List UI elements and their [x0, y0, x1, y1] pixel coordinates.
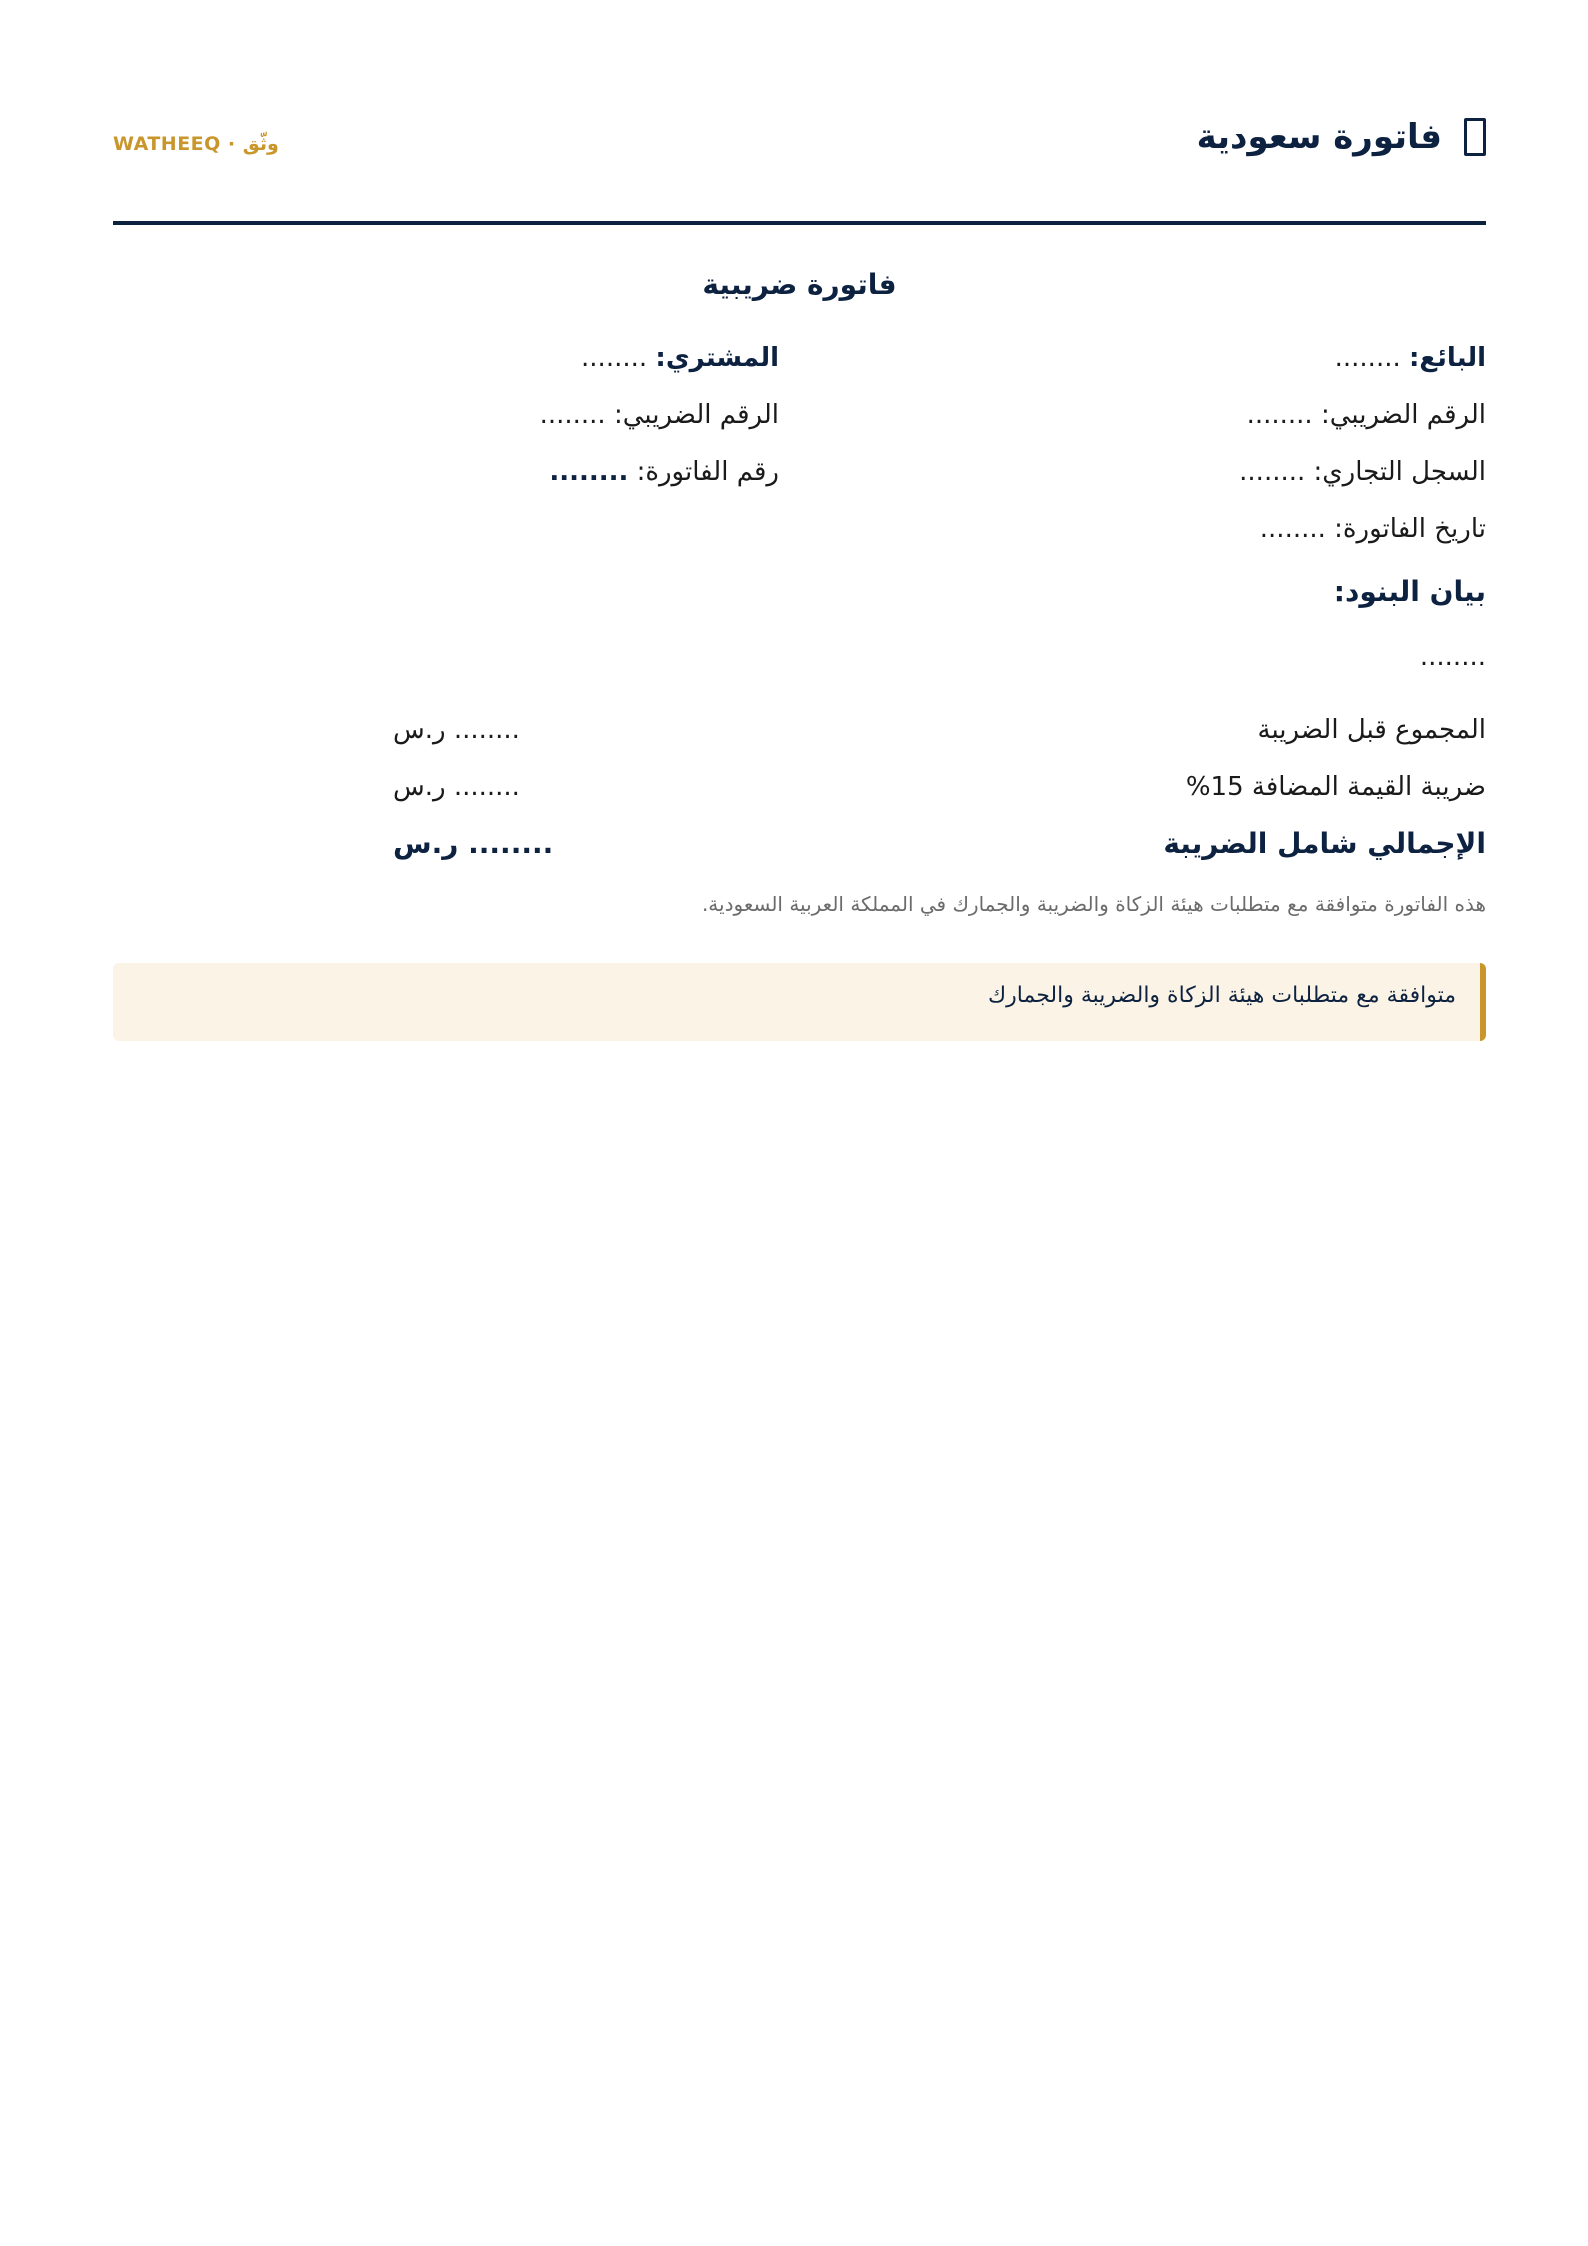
document-icon — [1464, 118, 1486, 156]
totals-block — [113, 708, 1486, 879]
invoice-page — [113, 0, 1486, 2246]
vat-value: ........ ر.س — [393, 772, 520, 802]
grand-total-row — [113, 822, 1486, 879]
compliance-note: هذه الفاتورة متوافقة مع متطلبات هيئة الزكاة والضريبة والجمارك في المملكة العربية السعودية. — [701, 892, 1486, 916]
seller-cr-line — [886, 450, 1486, 507]
seller-cr-label: السجل التجاري: — [1313, 457, 1486, 487]
vat-label: ضريبة القيمة المضافة 15% — [1185, 772, 1486, 802]
vat-row — [113, 765, 1486, 822]
items-body: ........ — [1419, 642, 1486, 672]
items-heading: بيان البنود: — [1333, 575, 1486, 608]
header-divider — [113, 221, 1486, 225]
seller-block — [886, 336, 1486, 564]
seller-name-line — [886, 336, 1486, 393]
document-title: فاتورة ضريبية — [702, 268, 897, 301]
buyer-block — [279, 336, 779, 507]
subtotal-value: ........ ر.س — [393, 715, 520, 745]
invoice-date-value: ........ — [1259, 514, 1326, 544]
compliance-banner — [113, 963, 1486, 1041]
header-title-group — [1197, 117, 1486, 157]
seller-cr-value: ........ — [1239, 457, 1306, 487]
subtotal-label: المجموع قبل الضريبة — [1257, 715, 1486, 745]
header-title: فاتورة سعودية — [1196, 117, 1442, 157]
buyer-name-label: المشتري: — [655, 343, 779, 373]
seller-tax-label: الرقم الضريبي: — [1320, 400, 1486, 430]
seller-name-label: البائع: — [1409, 343, 1486, 373]
invoice-number-value: ........ — [549, 457, 629, 487]
invoice-number-label: رقم الفاتورة: — [636, 457, 779, 487]
invoice-number-line — [279, 450, 779, 507]
page-header — [113, 105, 1486, 185]
subtotal-row — [113, 708, 1486, 765]
buyer-name-line — [279, 336, 779, 393]
compliance-banner-text: متوافقة مع متطلبات هيئة الزكاة والضريبة والجمارك — [988, 983, 1456, 1008]
seller-name-value: ........ — [1334, 343, 1401, 373]
invoice-date-line — [886, 507, 1486, 564]
buyer-name-value: ........ — [581, 343, 648, 373]
buyer-tax-line — [279, 393, 779, 450]
seller-tax-value: ........ — [1246, 400, 1313, 430]
buyer-tax-label: الرقم الضريبي: — [613, 400, 779, 430]
buyer-tax-value: ........ — [539, 400, 606, 430]
invoice-date-label: تاريخ الفاتورة: — [1334, 514, 1486, 544]
seller-tax-line — [886, 393, 1486, 450]
grand-total-value: ........ ر.س — [393, 827, 554, 860]
grand-total-label: الإجمالي شامل الضريبة — [1163, 827, 1486, 860]
brand-mark: WATHEEQ · وثّق — [113, 133, 279, 155]
